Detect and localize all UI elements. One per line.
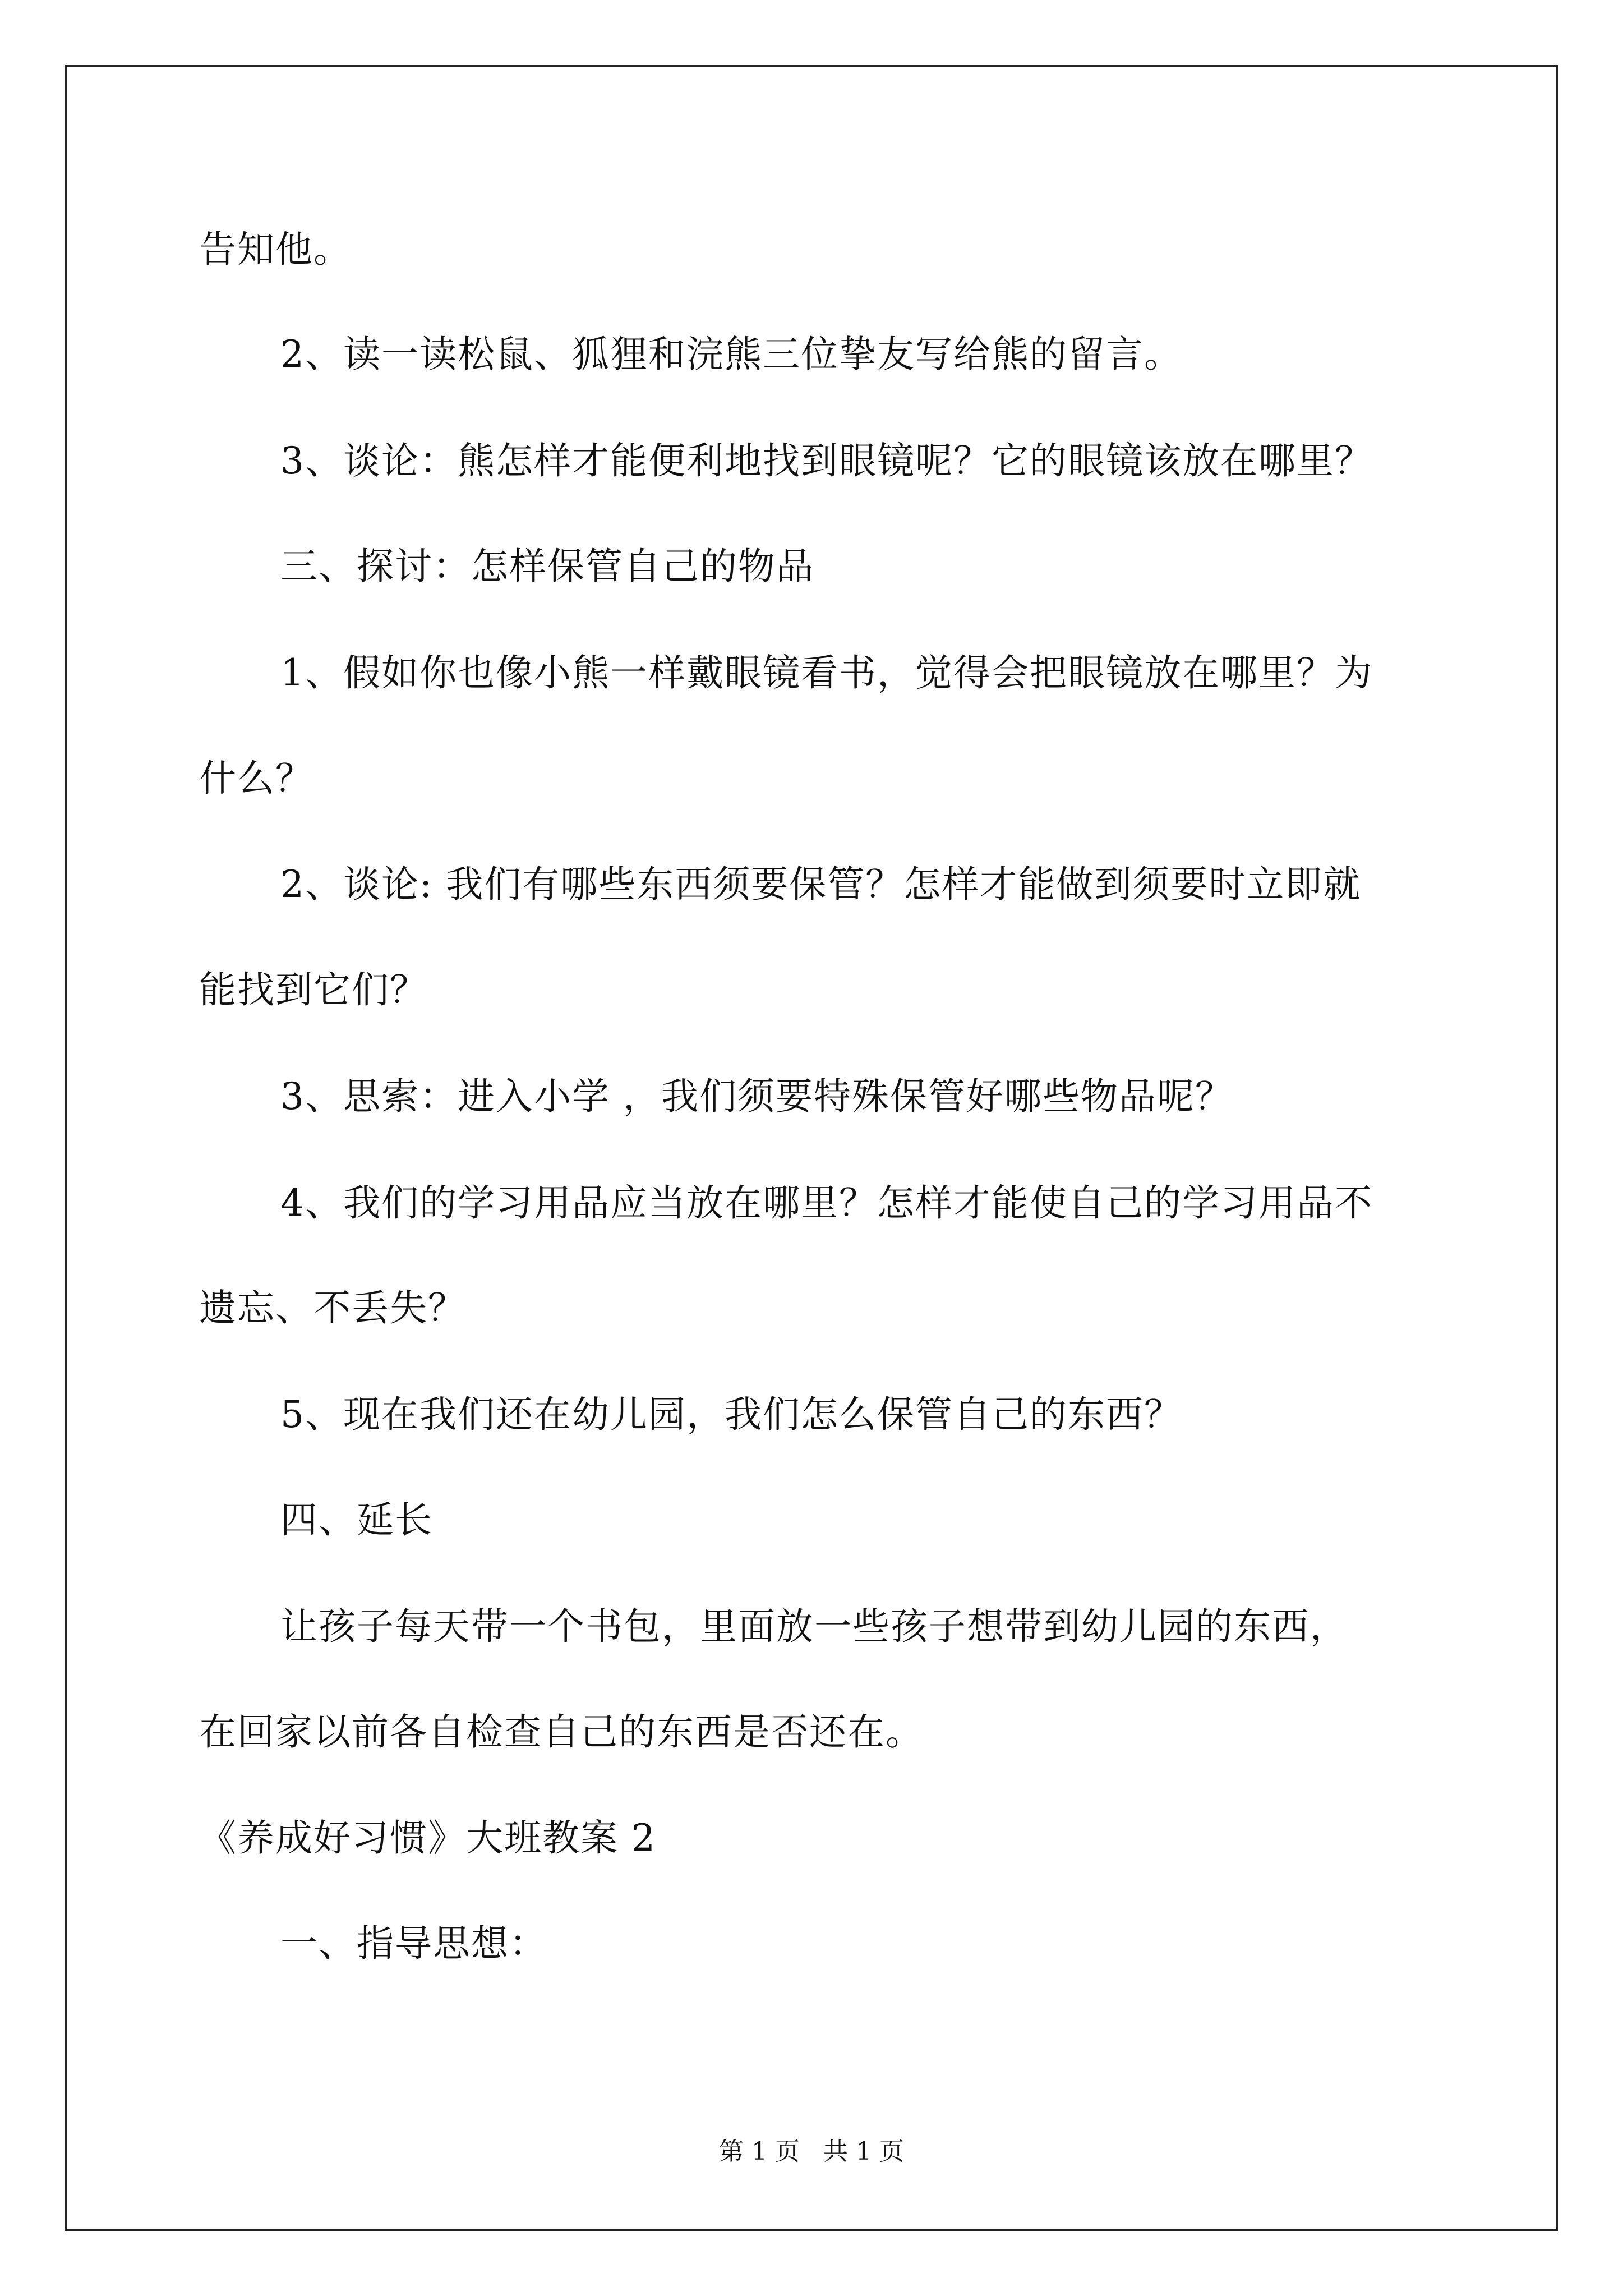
text-line: 告知他。 (199, 228, 352, 271)
text-line: 4、我们的学习用品应当放在哪里？怎样才能使自己的学习用品不 (280, 1181, 1373, 1225)
text-line: 能找到它们？ (199, 968, 428, 1011)
section-heading: 三、探讨：怎样保管自己的物品 (280, 545, 814, 588)
text-line: 在回家以前各自检查自己的东西是否还在。 (199, 1710, 924, 1754)
text-line: 3、谈论：熊怎样才能便利地找到眼镜呢？它的眼镜该放在哪里？ (280, 439, 1373, 482)
text-line: 什么？ (199, 757, 313, 800)
page-footer: 第 1 页 共 1 页 (719, 2137, 904, 2166)
text-line: 1、假如你也像小熊一样戴眼镜看书，觉得会把眼镜放在哪里？为 (280, 651, 1373, 694)
text-line: 2、谈论: 我们有哪些东西须要保管？怎样才能做到须要时立即就 (280, 863, 1362, 906)
text-line: 让孩子每天带一个书包，里面放一些孩子想带到幼儿园的东西， (280, 1605, 1348, 1648)
text-line: 3、思索：进入小学 ，我们须要特殊保管好哪些物品呢？ (280, 1075, 1233, 1118)
section-heading: 一、指导思想： (280, 1922, 547, 1965)
document-title: 《养成好习惯》大班教案 2 (199, 1816, 656, 1860)
section-heading: 四、延长 (280, 1498, 433, 1542)
text-line: 2、读一读松鼠、狐狸和浣熊三位挚友写给熊的留言。 (280, 333, 1182, 376)
text-line: 5、现在我们还在幼儿园，我们怎么保管自己的东西？ (280, 1393, 1182, 1436)
text-line: 遗忘、不丢失？ (199, 1286, 466, 1329)
page-border (65, 65, 1558, 2231)
